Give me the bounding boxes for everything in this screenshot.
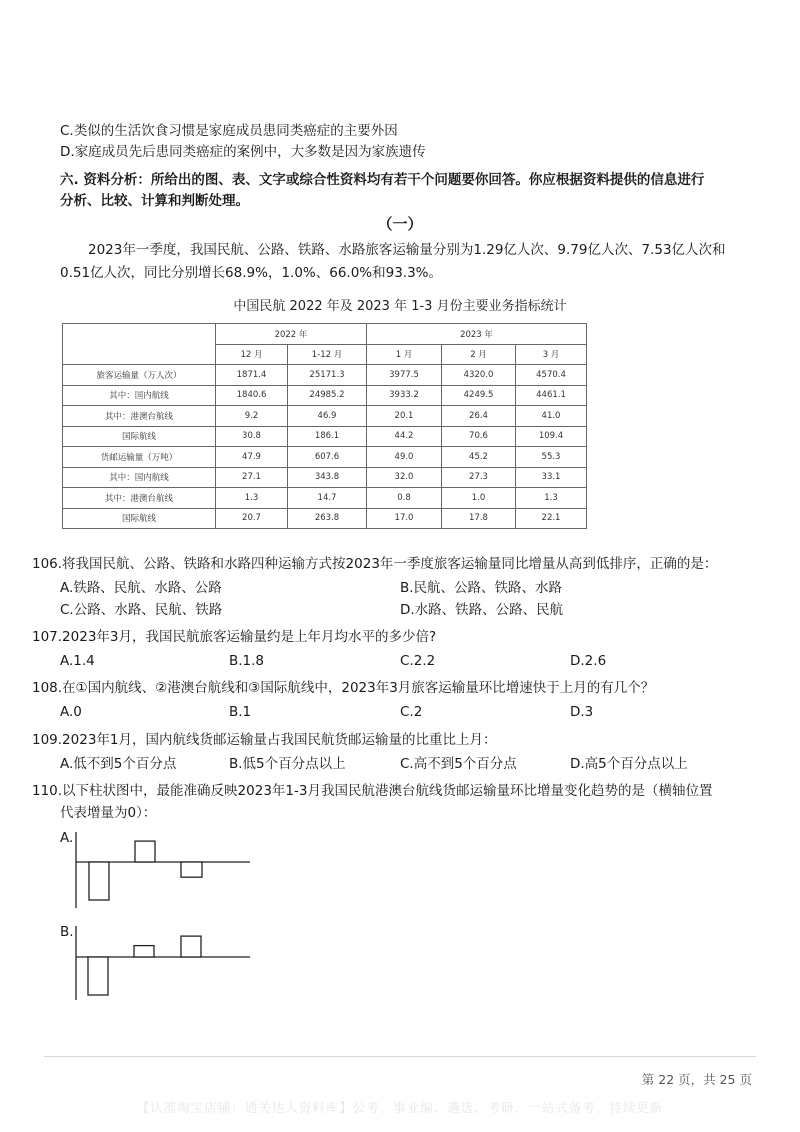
part-label: （一）	[377, 215, 423, 233]
table-cell: 4461.1	[516, 385, 587, 406]
passage-line-2: 0.51亿人次，同比分别增长68.9%，1.0%、66.0%和93.3%。	[60, 265, 443, 281]
table-cell: 1840.6	[216, 385, 288, 406]
question-110: 110.以下柱状图中，最能准确反映2023年1-3月我国民航港澳台航线货邮运输量环比增量变化趋势的是（横轴位置	[32, 783, 713, 799]
q109-option-c[interactable]: C.高不到5个百分点	[400, 756, 517, 772]
table-row	[63, 467, 587, 488]
table-cell: 3933.2	[367, 385, 442, 406]
header-2023: 2023 年	[367, 324, 587, 345]
q106-option-a[interactable]: A.铁路、民航、水路、公路	[60, 580, 222, 596]
q110-chart-a	[60, 830, 260, 912]
table-cell: 263.8	[288, 508, 367, 529]
row-label: 其中：国内航线	[63, 467, 216, 488]
col-header: 1 月	[367, 344, 442, 365]
question-107: 107.2023年3月，我国民航旅客运输量约是上年月均水平的多少倍?	[32, 629, 437, 645]
question-108: 108.在①国内航线、②港澳台航线和③国际航线中，2023年3月旅客运输量环比增速快于上月的有几个？	[32, 680, 655, 696]
row-label: 货邮运输量（万吨）	[63, 447, 216, 468]
bar-1月	[88, 957, 108, 995]
header-2022: 2022 年	[216, 324, 367, 345]
table-cell: 4570.4	[516, 365, 587, 386]
row-label: 其中：国内航线	[63, 385, 216, 406]
option-c-previous: C.类似的生活饮食习惯是家庭成员患同类癌症的主要外因	[60, 123, 398, 139]
table-row	[63, 365, 587, 386]
table-corner	[63, 324, 216, 365]
q108-option-a[interactable]: A.0	[60, 704, 82, 720]
question-110-cont: 代表增量为0）：	[60, 805, 157, 821]
col-header: 12 月	[216, 344, 288, 365]
table-cell: 186.1	[288, 426, 367, 447]
section-heading-cont: 分析、比较、计算和判断处理。	[60, 193, 249, 209]
table-header-year	[63, 324, 587, 345]
q106-option-c[interactable]: C.公路、水路、民航、铁路	[60, 602, 223, 618]
watermark: 【认准淘宝店铺：通关达人资料库】公考、事业编、遴选、考研、一站式备考、持续更新	[136, 1100, 664, 1115]
table-cell: 3977.5	[367, 365, 442, 386]
q109-option-d[interactable]: D.高5个百分点以上	[570, 756, 688, 772]
q107-option-b[interactable]: B.1.8	[229, 653, 265, 669]
passage-line-1: 2023年一季度，我国民航、公路、铁路、水路旅客运输量分别为1.29亿人次、9.79亿人次、7.53亿人次和	[88, 242, 726, 258]
q110-chart-b	[60, 924, 260, 1004]
table-cell: 20.7	[216, 508, 288, 529]
table-cell: 343.8	[288, 467, 367, 488]
table-cell: 41.0	[516, 406, 587, 427]
table-row	[63, 447, 587, 468]
table-row	[63, 508, 587, 529]
bar-1月	[89, 862, 109, 900]
table-cell: 30.8	[216, 426, 288, 447]
table-cell: 4320.0	[442, 365, 516, 386]
table-cell: 25171.3	[288, 365, 367, 386]
row-label: 旅客运输量（万人次）	[63, 365, 216, 386]
col-header: 2 月	[442, 344, 516, 365]
table-cell: 4249.5	[442, 385, 516, 406]
table-cell: 1.3	[216, 488, 288, 509]
table-cell: 49.0	[367, 447, 442, 468]
q110-option-b[interactable]: B.	[60, 924, 74, 940]
table-cell: 14.7	[288, 488, 367, 509]
table-cell: 17.0	[367, 508, 442, 529]
q107-option-a[interactable]: A.1.4	[60, 653, 95, 669]
question-109: 109.2023年1月，国内航线货邮运输量占我国民航货邮运输量的比重比上月：	[32, 732, 497, 748]
table-row	[63, 385, 587, 406]
table-cell: 1871.4	[216, 365, 288, 386]
q107-option-d[interactable]: D.2.6	[570, 653, 607, 669]
footer-rule	[44, 1056, 756, 1057]
row-label: 其中：港澳台航线	[63, 488, 216, 509]
stats-table	[62, 323, 587, 529]
table-cell: 9.2	[216, 406, 288, 427]
q108-option-b[interactable]: B.1	[229, 704, 252, 720]
table-cell: 27.1	[216, 467, 288, 488]
q107-option-c[interactable]: C.2.2	[400, 653, 436, 669]
table-cell: 109.4	[516, 426, 587, 447]
table-cell: 17.8	[442, 508, 516, 529]
table-cell: 1.3	[516, 488, 587, 509]
q110-option-a[interactable]: A.	[60, 830, 74, 846]
q108-option-d[interactable]: D.3	[570, 704, 594, 720]
option-d-previous: D.家庭成员先后患同类癌症的案例中，大多数是因为家族遗传	[60, 144, 426, 160]
table-cell: 1.0	[442, 488, 516, 509]
table-cell: 55.3	[516, 447, 587, 468]
table-title: 中国民航 2022 年及 2023 年 1-3 月份主要业务指标统计	[233, 299, 567, 314]
bar-3月	[181, 862, 202, 877]
table-row	[63, 426, 587, 447]
col-header: 1-12 月	[288, 344, 367, 365]
table-cell: 45.2	[442, 447, 516, 468]
table-cell: 46.9	[288, 406, 367, 427]
table-row	[63, 406, 587, 427]
question-106: 106.将我国民航、公路、铁路和水路四种运输方式按2023年一季度旅客运输量同比增量从高到低排序，正确的是：	[32, 556, 718, 572]
bar-3月	[181, 936, 201, 957]
table-cell: 26.4	[442, 406, 516, 427]
section-heading: 六. 资料分析：所给出的图、表、文字或综合性资料均有若干个问题要你回答。你应根据资料提供的信息进行	[60, 172, 705, 188]
table-cell: 47.9	[216, 447, 288, 468]
table-cell: 32.0	[367, 467, 442, 488]
table-cell: 27.3	[442, 467, 516, 488]
table-cell: 33.1	[516, 467, 587, 488]
row-label: 国际航线	[63, 426, 216, 447]
q109-option-a[interactable]: A.低不到5个百分点	[60, 756, 177, 772]
table-cell: 70.6	[442, 426, 516, 447]
table-row	[63, 488, 587, 509]
table-cell: 20.1	[367, 406, 442, 427]
table-cell: 24985.2	[288, 385, 367, 406]
bar-2月	[135, 841, 155, 862]
row-label: 其中：港澳台航线	[63, 406, 216, 427]
table-cell: 22.1	[516, 508, 587, 529]
q109-option-b[interactable]: B.低5个百分点以上	[229, 756, 346, 772]
table-cell: 44.2	[367, 426, 442, 447]
row-label: 国际航线	[63, 508, 216, 529]
table-cell: 0.8	[367, 488, 442, 509]
bar-2月	[134, 946, 154, 957]
q106-option-b[interactable]: B.民航、公路、铁路、水路	[400, 580, 563, 596]
page-number: 第 22 页，共 25 页	[641, 1072, 752, 1087]
q108-option-c[interactable]: C.2	[400, 704, 423, 720]
col-header: 3 月	[516, 344, 587, 365]
table-cell: 607.6	[288, 447, 367, 468]
q106-option-d[interactable]: D.水路、铁路、公路、民航	[400, 602, 564, 618]
